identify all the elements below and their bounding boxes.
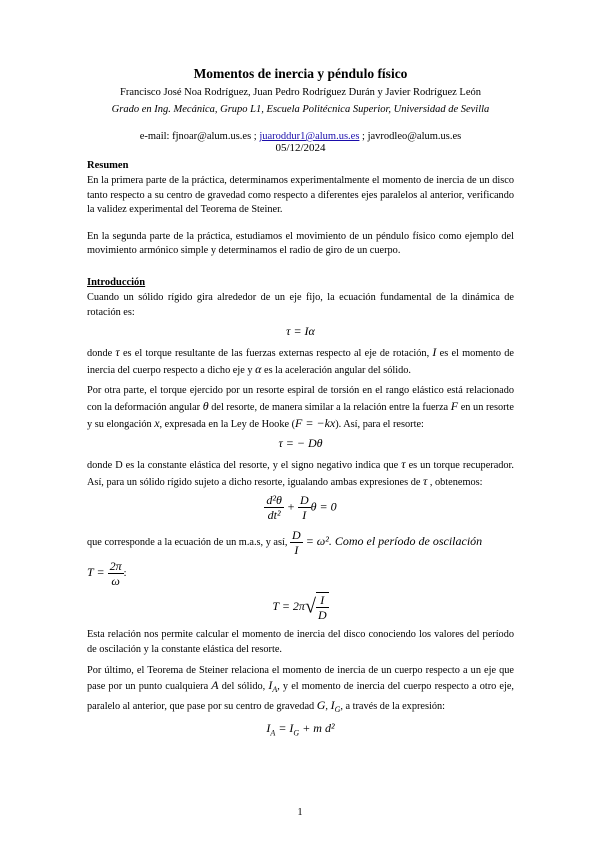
fraction-2pi-over-omega: $\frac{2\pi}{\omega}$ (109, 559, 122, 589)
fraction-d-over-i-inline: $\frac{D}{I}$ (292, 528, 301, 558)
email-line (87, 131, 514, 142)
square-root: √ $\frac{I}{D}$ (304, 593, 327, 623)
email-suffix: ; javrodleo@alum.us.es (359, 131, 462, 142)
intro-paragraph-8: Por último, el Teorema de Steiner relaciona el momento de inercia de un cuerpo respecto a un eje que pase por un punto cualquiera A del sólido, $I_A$, y el momento de inercia del cuerpo respecto a otro eje, paralelo al anterior, que pase por su centro de gravedad G, $I_G$, a través de la expresión: (87, 664, 514, 714)
date: 05/12/2024 (275, 142, 326, 154)
intro-paragraph-3: Por otra parte, el torque ejercido por un resorte espiral de torsión en el rango elástico está relacionado con la deformación angular θ del resorte, de manera similar a la relación entre la fuerza F en un resorte y su elongación x, expresada en la Ley de Hooke (F = −kx). Así, para el resorte: (87, 385, 514, 430)
intro-paragraph-5: que corresponde a la ecuación de un m.a.s, y así, $\frac{D}{I}$ = ω². Como el período de oscilación (87, 528, 483, 558)
intro-paragraph-7: Esta relación nos permite calcular el momento de inercia del disco conociendo los valores del período de oscilación y la constante elástica del resorte. (87, 629, 514, 655)
fraction-d-over-i: $\frac{D}{I}$ (299, 493, 309, 523)
intro-paragraph-1: Cuando un sólido rígido gira alrededor de un eje fijo, la ecuación fundamental de la dinámica de rotación es: (87, 291, 514, 318)
equation-steiner: $I_A = I_G + m$ d² (266, 721, 335, 738)
equation-period: T = 2π√ $\frac{I}{D}$ (272, 593, 327, 623)
page-number: 1 (297, 807, 303, 818)
intro-paragraph-2: donde τ es el torque resultante de las fuerzas externas respecto al eje de rotación, I es el momento de inercia del cuerpo respecto a dicho eje y α es la aceleración angular del sólido. (87, 345, 514, 376)
abstract-heading: Resumen (87, 160, 129, 171)
period-definition: T = $\frac{2\pi}{\omega}$ : (87, 559, 127, 589)
equation-spring-torque: τ = − Dθ (278, 436, 323, 451)
paper-title: Momentos de inercia y péndulo físico (193, 66, 408, 81)
fraction-d2theta: $\frac{\text{d²θ}}{\text{dt²}}$ (266, 493, 282, 523)
intro-paragraph-4: donde D es la constante elástica del resorte, y el signo negativo indica que τ es un torque recuperador. Así, para un sólido rígido sujeto a dicho resorte, igualando ambas expresiones de τ , obtenemos: (87, 457, 514, 488)
abstract-paragraph-2: En la segunda parte de la práctica, estudiamos el movimiento de un péndulo físico como ejemplo del movimiento armónico simple y determinamos el radio de giro de un cuerpo. (87, 230, 514, 257)
intro-heading: Introducción (87, 276, 146, 288)
email-prefix: e-mail: fjnoar@alum.us.es ; (139, 131, 260, 142)
email-link[interactable]: juaroddur1@alum.us.es (259, 131, 360, 142)
equation-torque: τ = Iα (286, 324, 315, 339)
equation-differential: $\frac{\text{d²θ}}{\text{dt²}}$ + $\frac{D}{I}$ θ = 0 (266, 493, 337, 523)
abstract-paragraph-1: En la primera parte de la práctica, determinamos experimentalmente el momento de inercia de un disco tanto respecto a su centro de gravedad como respecto a diferentes ejes paralelos al anterior, verificando la validez experimental del Teorema de Steiner. (87, 175, 514, 216)
affiliation: Grado en Ing. Mecánica, Grupo L1, Escuela Politécnica Superior, Universidad de Sevilla (111, 104, 490, 115)
authors: Francisco José Noa Rodríguez, Juan Pedro Rodríguez Durán y Javier Rodríguez León (120, 87, 481, 98)
